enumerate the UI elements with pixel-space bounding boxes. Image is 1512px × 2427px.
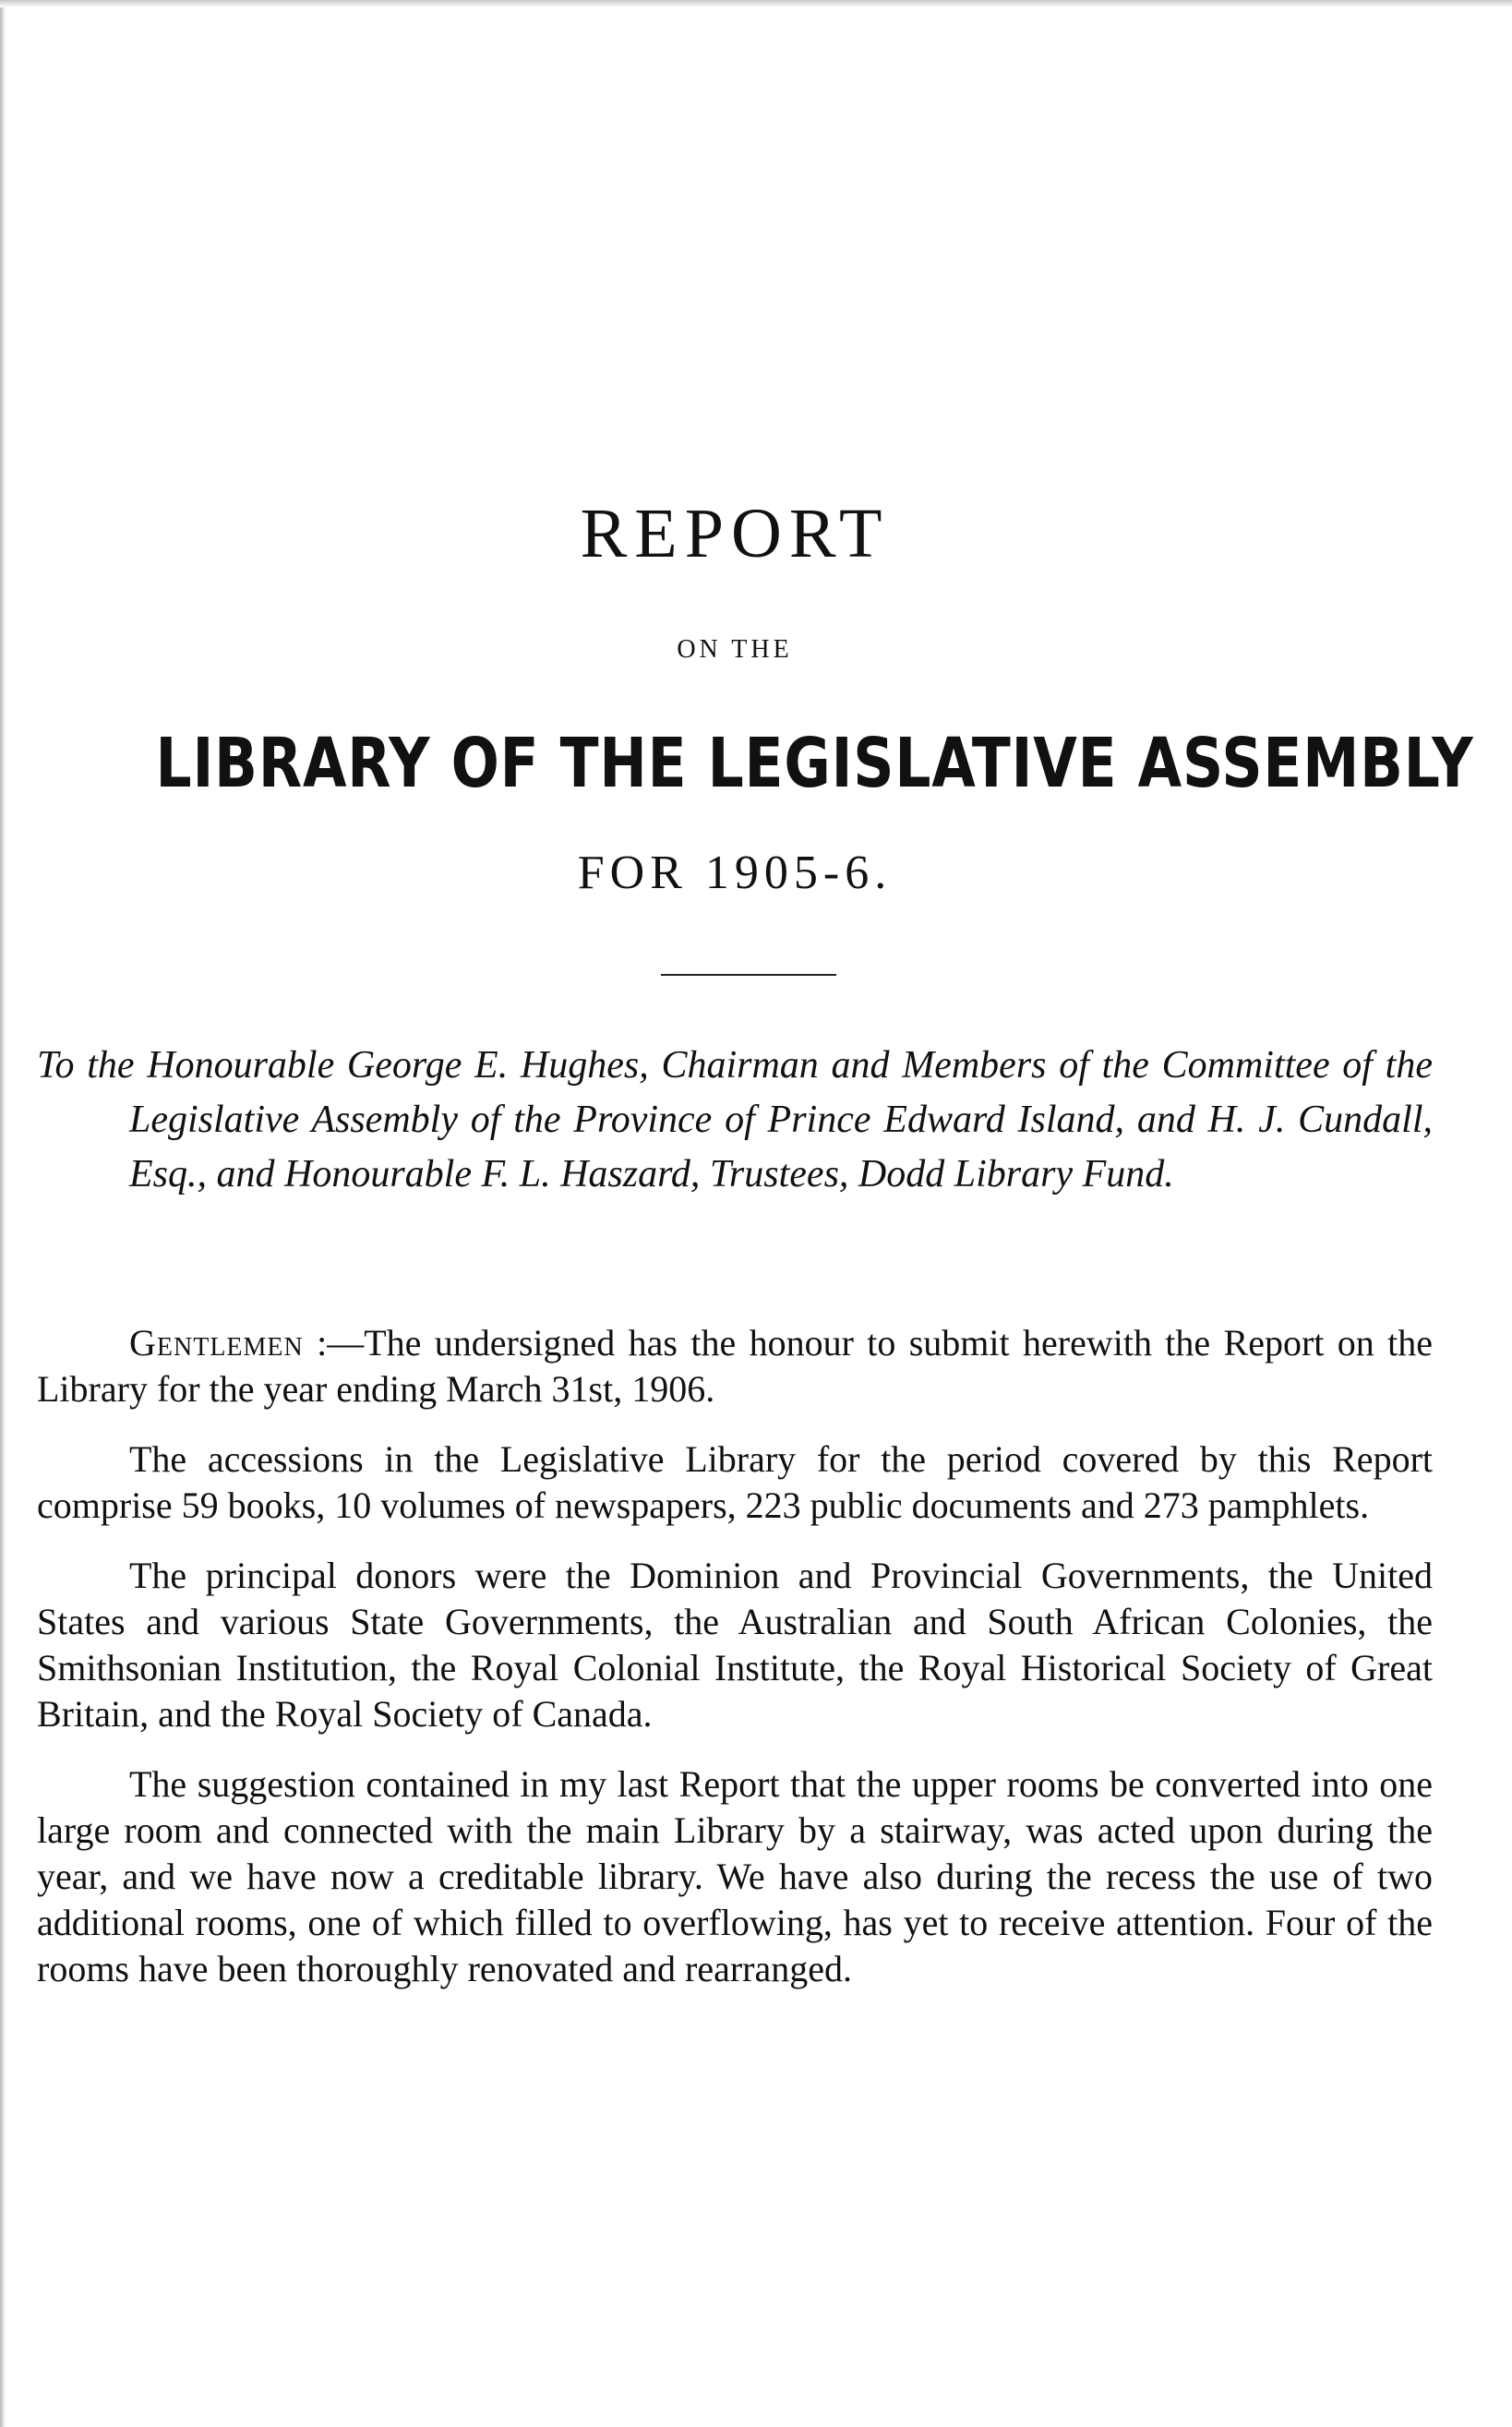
paragraph-1 xyxy=(37,1320,1433,1412)
page-edge-shadow xyxy=(0,0,6,2427)
report-body xyxy=(37,1320,1433,2016)
salutation: Gentlemen xyxy=(129,1322,304,1364)
page-top-shadow xyxy=(0,0,1512,7)
address-paragraph: To the Honourable George E. Hughes, Chairman and Members of the Committee of the Legislative Assembly of the Province of Prince Edward Island, and H. J. Cundall, Esq., and Honourable F. L. Haszard, Trustees, Dodd Library Fund. xyxy=(37,1044,1433,1195)
paragraph-3: The principal donors were the Dominion and Provincial Governments, the United States and various State Governments, the Australian and South African Colonies, the Smithsonian Institution, the Royal Colonial Institute, the Royal Historical Society of Great Britain, and the Royal Society of Canada. xyxy=(37,1555,1433,1735)
report-heading: LIBRARY OF THE LEGISLATIVE ASSEMBLY xyxy=(155,724,1474,803)
report-subtitle: ON THE xyxy=(677,635,793,664)
paragraph-4: The suggestion contained in my last Report that the upper rooms be converted into one large room and connected with the main Library by a stairway, was acted upon during the year, and we have now a creditable library. We have also during the recess the use of two additional rooms, one of which filled to overflowing, has yet to receive attention. Four of the rooms have been thoroughly renovated and rearranged. xyxy=(37,1763,1433,1989)
report-title: REPORT xyxy=(580,495,890,572)
report-period: FOR 1905-6. xyxy=(577,847,893,899)
paragraph-1-text: :—The undersigned has the honour to submit herewith the Report on the Library for the year ending March 31st, 1906. xyxy=(37,1322,1433,1410)
section-divider xyxy=(661,974,836,976)
paragraph-2: The accessions in the Legislative Library for the period covered by this Report comprise 59 books, 10 volumes of newspapers, 223 public documents and 273 pamphlets. xyxy=(37,1438,1433,1526)
